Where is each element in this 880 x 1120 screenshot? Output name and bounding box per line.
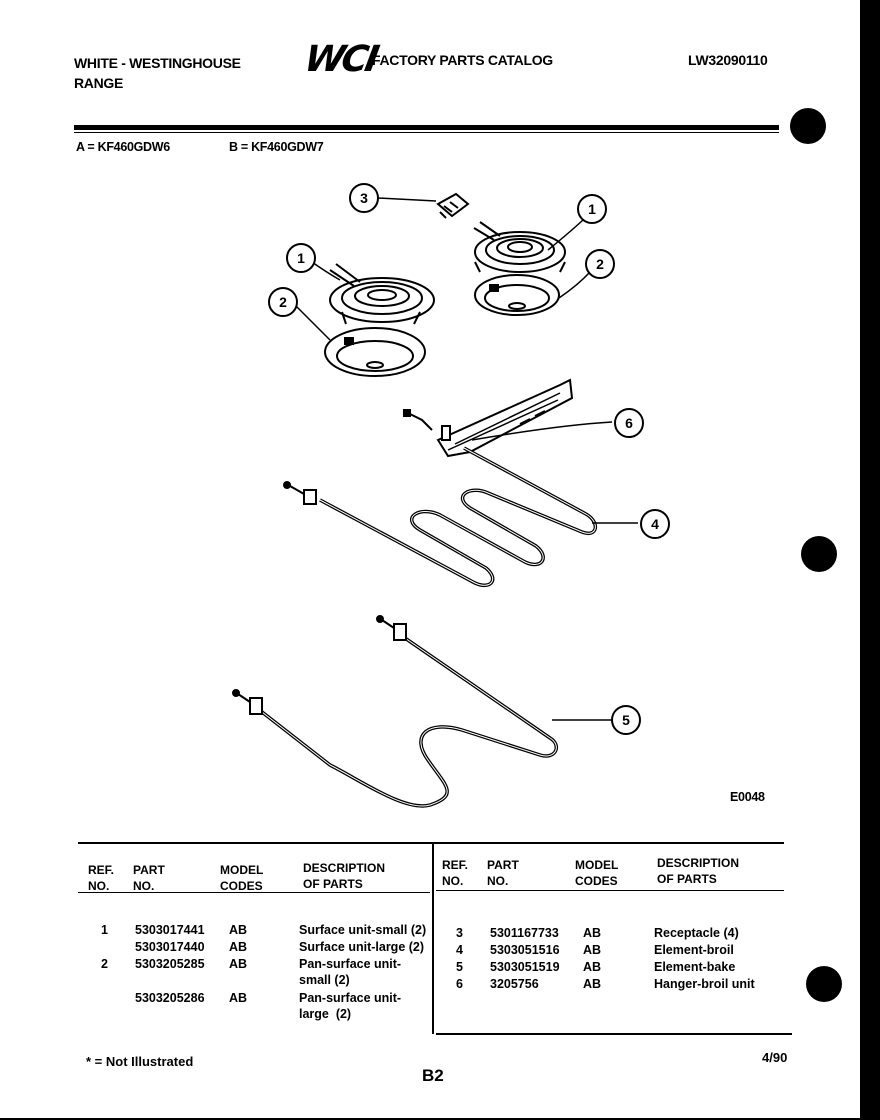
description: Receptacle (4) <box>654 926 739 940</box>
callout-2-left <box>269 288 297 316</box>
table-divider <box>432 842 434 1034</box>
part-no: 5303205286 <box>135 991 205 1005</box>
revision-date: 4/90 <box>762 1050 788 1065</box>
svg-text:5: 5 <box>622 712 630 728</box>
part-no: 5303017440 <box>135 940 205 954</box>
not-illustrated-note: * = Not Illustrated <box>86 1054 194 1069</box>
description: Pan-surface unit- large (2) <box>299 991 402 1021</box>
svg-text:3: 3 <box>360 190 368 206</box>
surface-unit-small-drawing <box>312 262 434 324</box>
ref-no: 4 <box>456 943 463 957</box>
pan-surface-left-drawing <box>296 306 425 376</box>
element-broil-drawing <box>284 448 638 585</box>
model-codes: AB <box>229 923 248 937</box>
callout-6 <box>615 409 643 437</box>
surface-unit-large-drawing <box>474 220 583 272</box>
col-model-header-right: MODEL CODES <box>575 858 619 888</box>
callout-2-right <box>586 250 614 278</box>
svg-text:2: 2 <box>596 256 604 272</box>
col-model-header: MODEL CODES <box>220 863 264 893</box>
page-number: B2 <box>422 1066 444 1085</box>
svg-text:2: 2 <box>279 294 287 310</box>
model-codes: AB <box>583 943 602 957</box>
part-no: 5301167733 <box>490 926 559 940</box>
svg-text:4: 4 <box>651 516 659 532</box>
part-no: 5303051516 <box>490 943 560 957</box>
callout-1-right <box>578 195 606 223</box>
model-codes: AB <box>583 926 602 940</box>
ref-no: 6 <box>456 977 463 991</box>
col-desc-header-right: DESCRIPTION OF PARTS <box>657 856 740 886</box>
hanger-broil-drawing <box>404 380 612 456</box>
callout-4 <box>641 510 669 538</box>
wci-logo: WCI <box>301 39 380 80</box>
part-no: 3205756 <box>490 977 539 991</box>
model-codes: AB <box>583 977 602 991</box>
part-no: 5303205285 <box>135 957 205 971</box>
catalog-number: LW32090110 <box>688 52 768 68</box>
part-no: 5303017441 <box>135 923 205 937</box>
col-ref-header: REF. NO. <box>88 863 115 893</box>
receptacle-drawing <box>378 194 468 218</box>
pan-surface-right-drawing <box>475 272 590 315</box>
brand-name: WHITE - WESTINGHOUSE <box>74 55 241 71</box>
col-part-header-right: PART NO. <box>487 858 519 888</box>
col-ref-header-right: REF. NO. <box>442 858 469 888</box>
model-b-label: B = KF460GDW7 <box>229 140 324 154</box>
callout-1-left <box>287 244 315 272</box>
svg-text:1: 1 <box>297 250 305 266</box>
col-part-header: PART NO. <box>133 863 165 893</box>
description: Element-bake <box>654 960 736 974</box>
part-no: 5303051519 <box>490 960 560 974</box>
ref-no: 1 <box>101 923 108 937</box>
table-header-rule-right <box>436 890 784 891</box>
element-bake-drawing <box>233 616 612 806</box>
model-codes: AB <box>229 940 248 954</box>
svg-text:6: 6 <box>625 415 633 431</box>
description: Surface unit-large (2) <box>299 940 425 954</box>
description: Surface unit-small (2) <box>299 923 427 937</box>
callout-5 <box>612 706 640 734</box>
model-codes: AB <box>583 960 602 974</box>
callout-3 <box>350 184 378 212</box>
ref-no: 3 <box>456 926 463 940</box>
description: Hanger-broil unit <box>654 977 755 991</box>
product-name: RANGE <box>74 75 124 91</box>
diagram-code: E0048 <box>730 790 765 804</box>
binder-hole-bottom <box>806 966 842 1002</box>
description: Element-broil <box>654 943 734 957</box>
table-top-rule <box>78 842 784 844</box>
model-codes: AB <box>229 957 248 971</box>
ref-no: 5 <box>456 960 463 974</box>
description: Pan-surface unit- small (2) <box>299 957 402 987</box>
catalog-title: FACTORY PARTS CATALOG <box>372 52 553 68</box>
table-bottom-rule <box>436 1033 792 1035</box>
ref-no: 2 <box>101 957 108 971</box>
svg-text:1: 1 <box>588 201 596 217</box>
model-codes: AB <box>229 991 248 1005</box>
model-a-label: A = KF460GDW6 <box>76 140 170 154</box>
col-desc-header: DESCRIPTION OF PARTS <box>303 861 386 891</box>
